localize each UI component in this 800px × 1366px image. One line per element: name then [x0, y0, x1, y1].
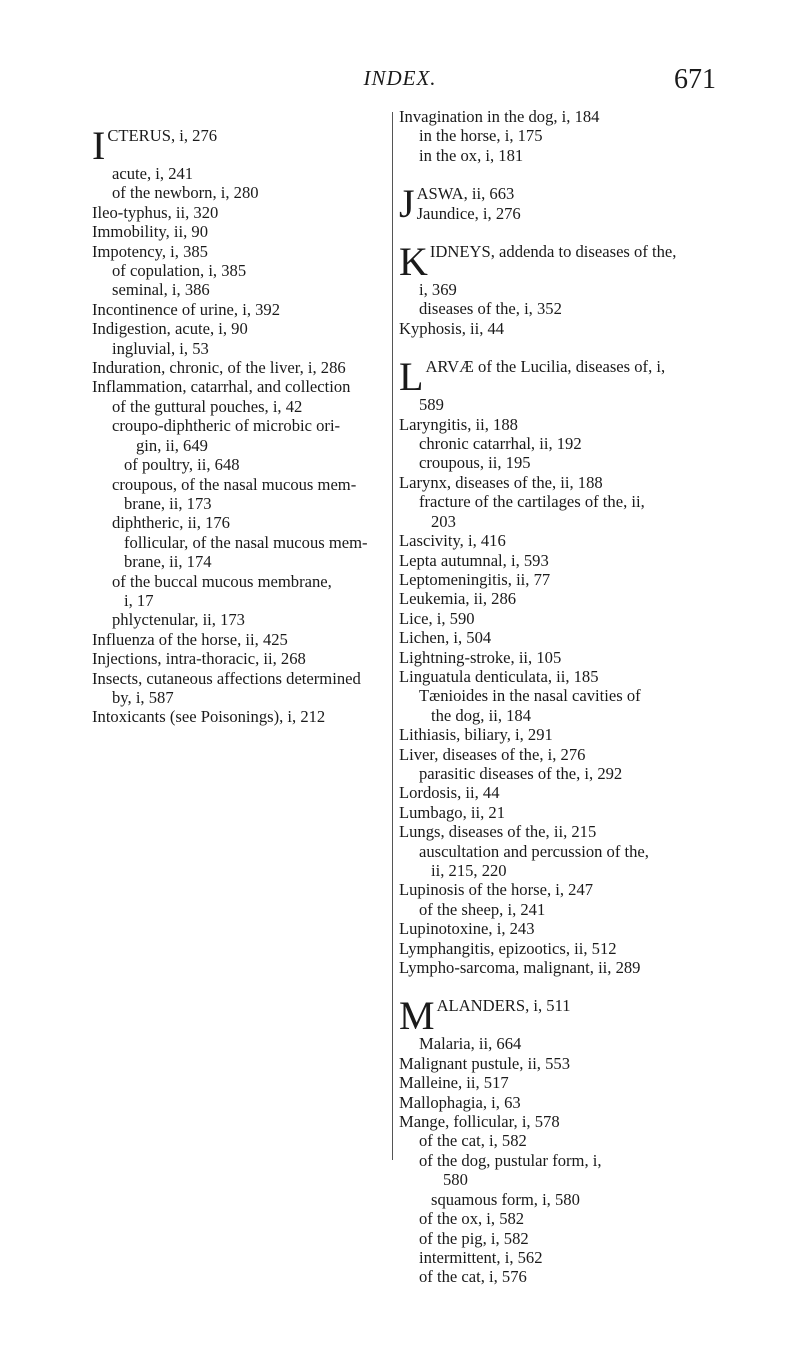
- entry: Insects, cutaneous affections determined: [92, 668, 361, 688]
- entry: Mange, follicular, i, 578: [399, 1112, 560, 1132]
- entry: CTERUS, i, 276: [107, 126, 218, 145]
- entry: Linguatula denticulata, ii, 185: [399, 666, 599, 686]
- entry: intermittent, i, 562: [419, 1247, 543, 1267]
- entry: Lumbago, ii, 21: [399, 802, 506, 822]
- drop-cap-j: J: [399, 184, 415, 224]
- section-j-heading: [399, 184, 700, 223]
- entry: in the ox, i, 181: [419, 145, 524, 165]
- entry: Inflammation, catarrhal, and collection: [92, 377, 351, 397]
- entry: i, 17: [124, 590, 154, 610]
- entry: Kyphosis, ii, 44: [399, 318, 505, 338]
- entry: Impotency, i, 385: [92, 241, 208, 261]
- entry: of the ox, i, 582: [419, 1209, 525, 1229]
- j-entries: [399, 204, 700, 223]
- entry: Malignant pustule, ii, 553: [399, 1053, 570, 1073]
- page-header: [0, 66, 800, 100]
- entry: Lupinotoxine, i, 243: [399, 919, 535, 939]
- entry: Lupinosis of the horse, i, 247: [399, 880, 594, 900]
- entry: seminal, i, 386: [112, 280, 210, 300]
- entry: of the cat, i, 576: [419, 1267, 527, 1287]
- entry: Indigestion, acute, i, 90: [92, 319, 248, 339]
- entry: of copulation, i, 385: [112, 261, 247, 281]
- page-number: 671: [674, 64, 716, 95]
- entry: IDNEYS, addenda to diseases of the,: [429, 242, 677, 262]
- section-l-heading: [399, 357, 700, 395]
- entry: Laryngitis, ii, 188: [399, 414, 518, 434]
- entry: of poultry, ii, 648: [124, 455, 240, 475]
- section-m-heading: [399, 996, 700, 1034]
- entry: auscultation and percussion of the,: [419, 841, 649, 861]
- entry: diseases of the, i, 352: [419, 299, 562, 319]
- entry: Lungs, diseases of the, ii, 215: [399, 822, 597, 842]
- entry: Incontinence of urine, i, 392: [92, 299, 281, 319]
- entry: Immobility, ii, 90: [92, 222, 209, 242]
- entry: i, 369: [419, 280, 457, 300]
- entry: Lymphangitis, epizootics, ii, 512: [399, 938, 617, 958]
- entry: of the pig, i, 582: [419, 1228, 529, 1248]
- entry: Malleine, ii, 517: [399, 1073, 509, 1093]
- entry: Influenza of the horse, ii, 425: [92, 629, 288, 649]
- entry: Invagination in the dog, i, 184: [399, 107, 600, 126]
- i-entries: [92, 164, 388, 727]
- entry: ii, 215, 220: [431, 861, 507, 880]
- entry: phlyctenular, ii, 173: [112, 610, 245, 630]
- l-entries: [399, 395, 700, 977]
- entry: of the cat, i, 582: [419, 1131, 527, 1151]
- entry: of the newborn, i, 280: [112, 183, 259, 203]
- entry: brane, ii, 173: [124, 493, 212, 513]
- m-entries: [399, 1034, 700, 1286]
- entry: Malaria, ii, 664: [419, 1034, 522, 1054]
- column-divider: [392, 112, 393, 1160]
- entry: Lice, i, 590: [399, 608, 475, 628]
- running-title: INDEX.: [363, 66, 437, 90]
- entry: ASWA, ii, 663: [416, 184, 515, 204]
- entry: squamous form, i, 580: [431, 1189, 580, 1209]
- entry: Induration, chronic, of the liver, i, 286: [92, 358, 346, 378]
- entry: Lithiasis, biliary, i, 291: [399, 725, 553, 745]
- entry: parasitic diseases of the, i, 292: [419, 763, 623, 783]
- entry: croupous, of the nasal mucous mem-: [112, 474, 357, 494]
- entry: Lichen, i, 504: [399, 628, 492, 648]
- entry: 203: [431, 511, 456, 531]
- entry: 580: [443, 1170, 468, 1190]
- entry: croupo-diphtheric of microbic ori-: [112, 416, 341, 436]
- entry: Lepta autumnal, i, 593: [399, 550, 549, 570]
- entry: Lightning-stroke, ii, 105: [399, 647, 562, 667]
- entry: of the sheep, i, 241: [419, 899, 546, 919]
- drop-cap-k: K: [399, 242, 428, 281]
- entry: ALANDERS, i, 511: [436, 996, 571, 1016]
- entry: 589: [419, 395, 444, 415]
- invagination-entries: [399, 107, 700, 165]
- entry: Mallophagia, i, 63: [399, 1092, 521, 1112]
- entry: fracture of the cartilages of the, ii,: [419, 492, 645, 512]
- entry: Tænioides in the nasal cavities of: [419, 686, 641, 706]
- entry: ARVÆ of the Lucilia, diseases of, i,: [425, 357, 666, 377]
- entry: the dog, ii, 184: [431, 705, 532, 725]
- k-entries: [399, 280, 700, 338]
- entry: Lascivity, i, 416: [399, 531, 506, 551]
- section-k-heading: [399, 242, 700, 280]
- entry: croupous, ii, 195: [419, 453, 531, 473]
- entry: acute, i, 241: [112, 164, 194, 183]
- left-column: [92, 107, 388, 727]
- entry: in the horse, i, 175: [419, 126, 543, 146]
- entry: diphtheric, ii, 176: [112, 513, 230, 533]
- entry: gin, ii, 649: [136, 435, 208, 455]
- entry: of the guttural pouches, i, 42: [112, 396, 303, 416]
- entry: Larynx, diseases of the, ii, 188: [399, 472, 603, 492]
- section-i-heading: [92, 126, 388, 164]
- entry: Leptomeningitis, ii, 77: [399, 569, 551, 589]
- entry: Ileo-typhus, ii, 320: [92, 202, 219, 222]
- drop-cap-m: M: [399, 996, 435, 1035]
- entry: Injections, intra-thoracic, ii, 268: [92, 649, 306, 669]
- entry: Intoxicants (see Poisonings), i, 212: [92, 707, 326, 727]
- entry: Lympho-sarcoma, malignant, ii, 289: [399, 958, 641, 978]
- entry: of the dog, pustular form, i,: [419, 1150, 602, 1170]
- entry: by, i, 587: [112, 687, 174, 707]
- entry: brane, ii, 174: [124, 552, 212, 572]
- drop-cap-i: I: [92, 126, 106, 164]
- drop-cap-l: L: [399, 357, 424, 396]
- entry: Jaundice, i, 276: [416, 203, 521, 223]
- entry: follicular, of the nasal mucous mem-: [124, 532, 368, 552]
- entry: Leukemia, ii, 286: [399, 589, 517, 609]
- right-column: [399, 107, 700, 1287]
- entry: chronic catarrhal, ii, 192: [419, 434, 582, 454]
- entry: ingluvial, i, 53: [112, 338, 209, 358]
- entry: Lordosis, ii, 44: [399, 783, 500, 803]
- entry: Liver, diseases of the, i, 276: [399, 744, 586, 764]
- entry: of the buccal mucous membrane,: [112, 571, 332, 591]
